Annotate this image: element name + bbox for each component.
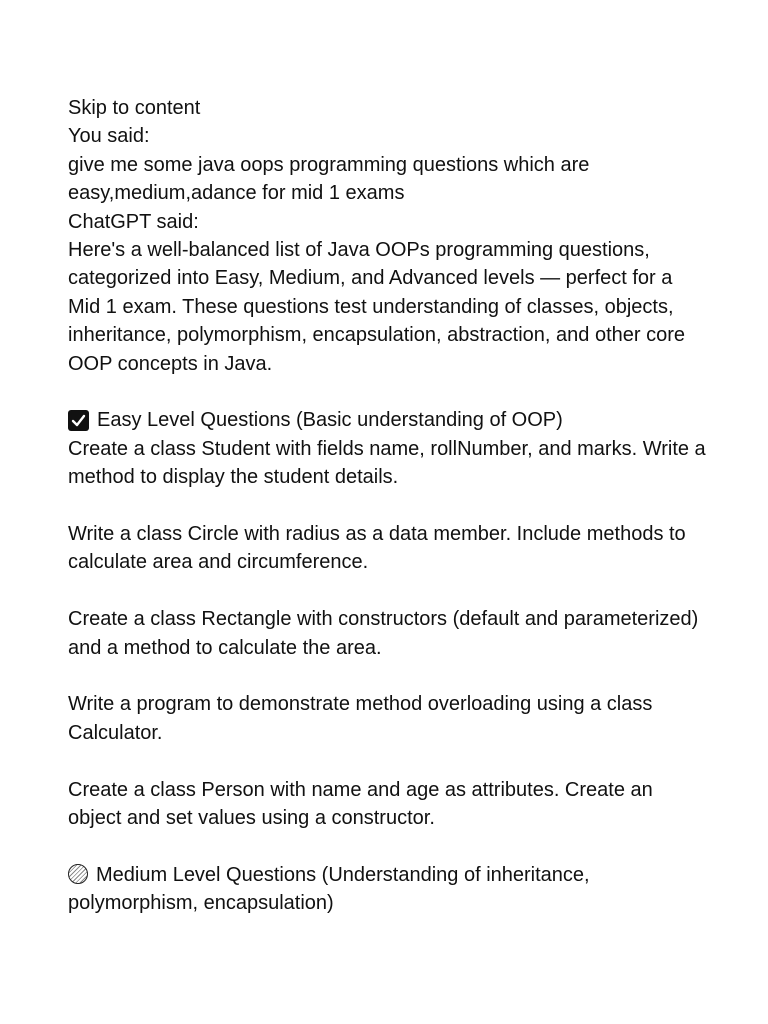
spacer xyxy=(68,662,708,690)
medium-section-heading xyxy=(68,861,708,918)
skip-to-content-link[interactable]: Skip to content xyxy=(68,97,201,119)
spacer xyxy=(68,492,708,520)
easy-question-2: Write a class Circle with radius as a data member. Include methods to calculate area and circumference. xyxy=(68,523,686,574)
check-box-icon xyxy=(68,410,89,431)
easy-question-3: Create a class Rectangle with constructors (default and parameterized) and a method to calculate the area. xyxy=(68,608,699,659)
medium-heading-text: Medium Level Questions (Understanding of inheritance, polymorphism, encapsulation) xyxy=(68,863,590,915)
spacer xyxy=(68,577,708,605)
hatched-circle-icon xyxy=(68,864,88,884)
assistant-label: ChatGPT said: xyxy=(68,210,199,233)
spacer xyxy=(68,378,708,406)
easy-heading-text: Easy Level Questions (Basic understanding of OOP) xyxy=(97,409,563,432)
easy-question-4: Write a program to demonstrate method overloading using a class Calculator. xyxy=(68,693,653,744)
user-label: You said: xyxy=(68,125,150,148)
easy-question-5: Create a class Person with name and age as attributes. Create an object and set values using a constructor. xyxy=(68,778,653,830)
easy-question-1: Create a class Student with fields name, rollNumber, and marks. Write a method to display the student details. xyxy=(68,437,706,489)
spacer xyxy=(68,832,708,860)
assistant-intro: Here's a well-balanced list of Java OOPs programming questions, categorized into Easy, Medium, and Advanced levels — perfect for a Mid 1 exam. These questions test understanding of classes, objects, inheritance, polymorphism, encapsulation, abstraction, and other core OOP concepts in Java. xyxy=(68,239,686,375)
spacer xyxy=(68,747,708,775)
easy-section-heading xyxy=(68,406,708,434)
user-message: give me some java oops programming questions which are easy,medium,adance for mid 1 exams xyxy=(68,153,590,205)
chat-transcript xyxy=(68,94,708,918)
